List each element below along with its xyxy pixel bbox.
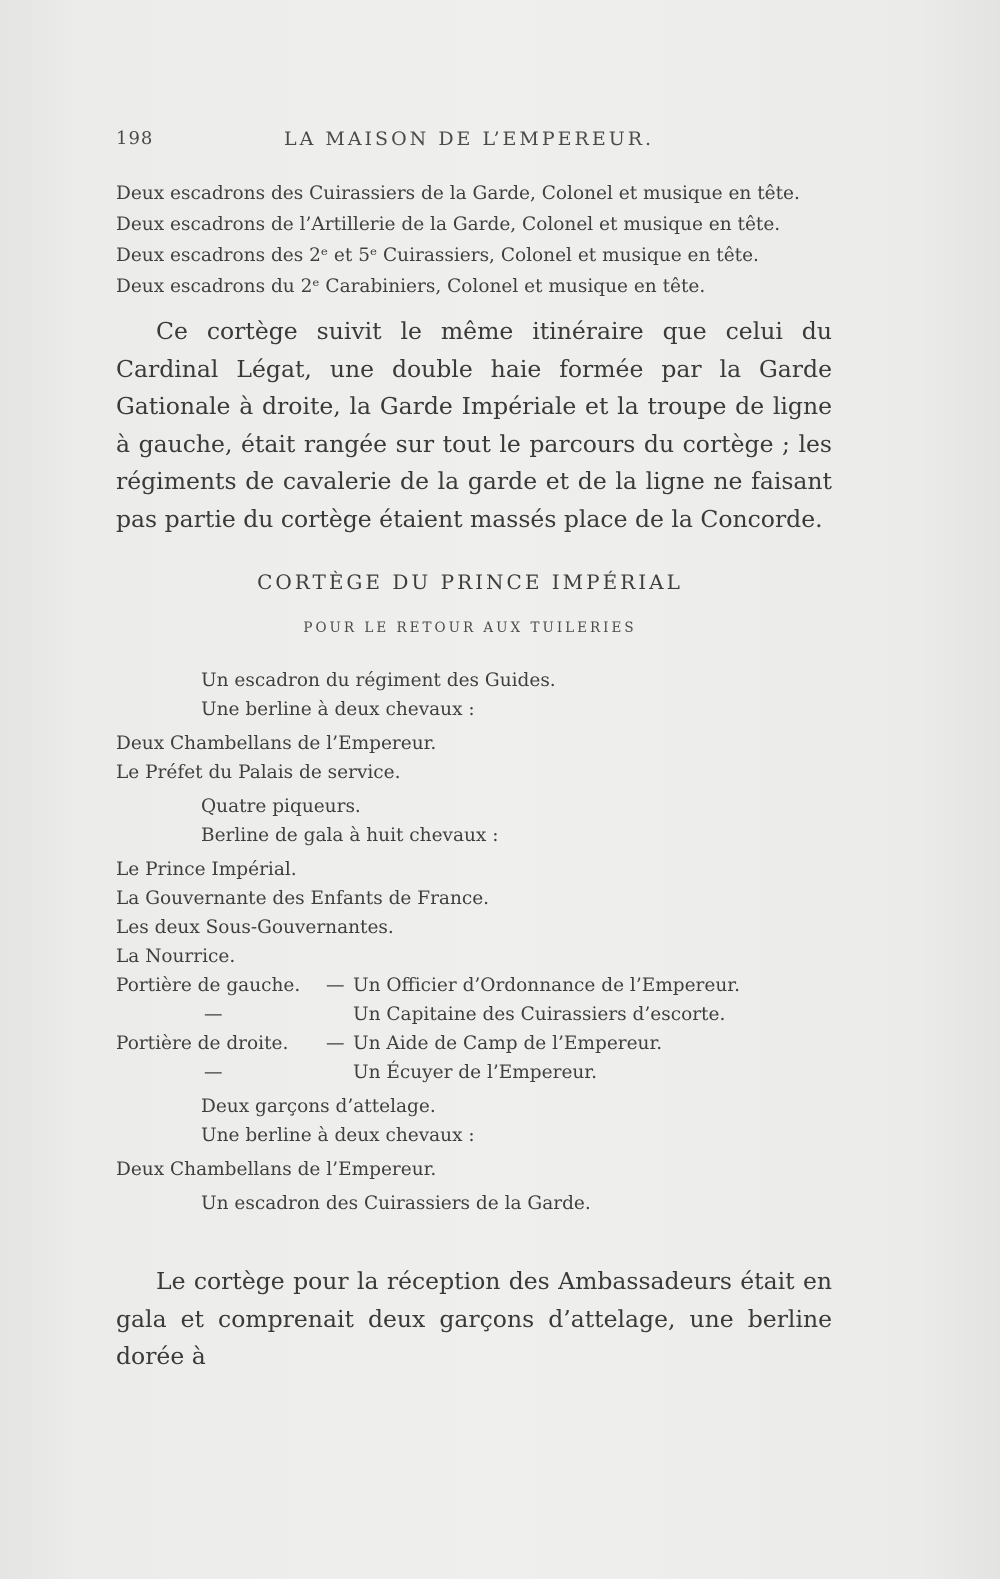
ditto-mark: — [204,1062,223,1083]
procession-line: Deux Chambellans de l’Empereur. [116,733,437,754]
list-item: Deux escadrons du 2ᵉ Carabiniers, Colonel et musique en tête. [116,276,706,297]
page-number: 198 [116,128,154,149]
running-title: LA MAISON DE L’EMPEREUR. [284,128,655,150]
procession-line: Le Préfet du Palais de service. [116,762,401,783]
procession-line: La Gouvernante des Enfants de France. [116,888,490,909]
list-item: Deux escadrons de l’Artillerie de la Garde, Colonel et musique en tête. [116,214,781,235]
door-label: Portière de gauche. [116,975,301,996]
door-occupant: Un Capitaine des Cuirassiers d’escorte. [353,1004,726,1025]
paragraph-text: Le cortège pour la réception des Ambassadeurs était en gala et comprenait deux garçons d’attelage, une berline dorée à [116,1267,832,1370]
procession-line-door [116,1029,846,1058]
section-subtitle: POUR LE RETOUR AUX TUILERIES [303,620,637,636]
door-occupant: Un Écuyer de l’Empereur. [353,1062,597,1083]
procession-line: Quatre piqueurs. [201,796,361,817]
procession-line: Les deux Sous-Gouvernantes. [116,917,394,938]
procession-line: Une berline à deux chevaux : [201,699,475,720]
body-paragraph [116,1263,832,1376]
procession-line: Le Prince Impérial. [116,859,297,880]
body-paragraph [116,313,832,538]
list-item: Deux escadrons des Cuirassiers de la Garde, Colonel et musique en tête. [116,183,800,204]
door-label: Portière de droite. [116,1033,289,1054]
procession-line: Berline de gala à huit chevaux : [201,825,499,846]
door-occupant: Un Aide de Camp de l’Empereur. [353,1033,663,1054]
procession-line-door [116,1058,846,1087]
list-item: Deux escadrons des 2ᵉ et 5ᵉ Cuirassiers, Colonel et musique en tête. [116,245,759,266]
door-dash: — [326,975,345,996]
procession-line-door [116,1000,846,1029]
procession-line: Deux garçons d’attelage. [201,1096,436,1117]
paragraph-text: Ce cortège suivit le même itinéraire que celui du Cardinal Légat, une double haie formée par la Garde Gationale à droite, la Garde Impériale et la troupe de ligne à gauche, était rangée sur tout le parcours du cortège ; les régiments de cavalerie de la garde et de la ligne ne faisant pas partie du cortège étaient massés place de la Concorde. [116,317,832,533]
procession-list [116,666,846,1218]
procession-line: Un escadron des Cuirassiers de la Garde. [201,1193,591,1214]
procession-line: Une berline à deux chevaux : [201,1125,475,1146]
procession-line: La Nourrice. [116,946,236,967]
door-occupant: Un Officier d’Ordonnance de l’Empereur. [353,975,740,996]
procession-line: Un escadron du régiment des Guides. [201,670,556,691]
door-dash: — [326,1033,345,1054]
escort-list [116,178,846,302]
procession-line: Deux Chambellans de l’Empereur. [116,1159,437,1180]
procession-line-door [116,971,846,1000]
ditto-mark: — [204,1004,223,1025]
section-title: CORTÈGE DU PRINCE IMPÉRIAL [257,570,683,594]
page-header [116,128,836,158]
